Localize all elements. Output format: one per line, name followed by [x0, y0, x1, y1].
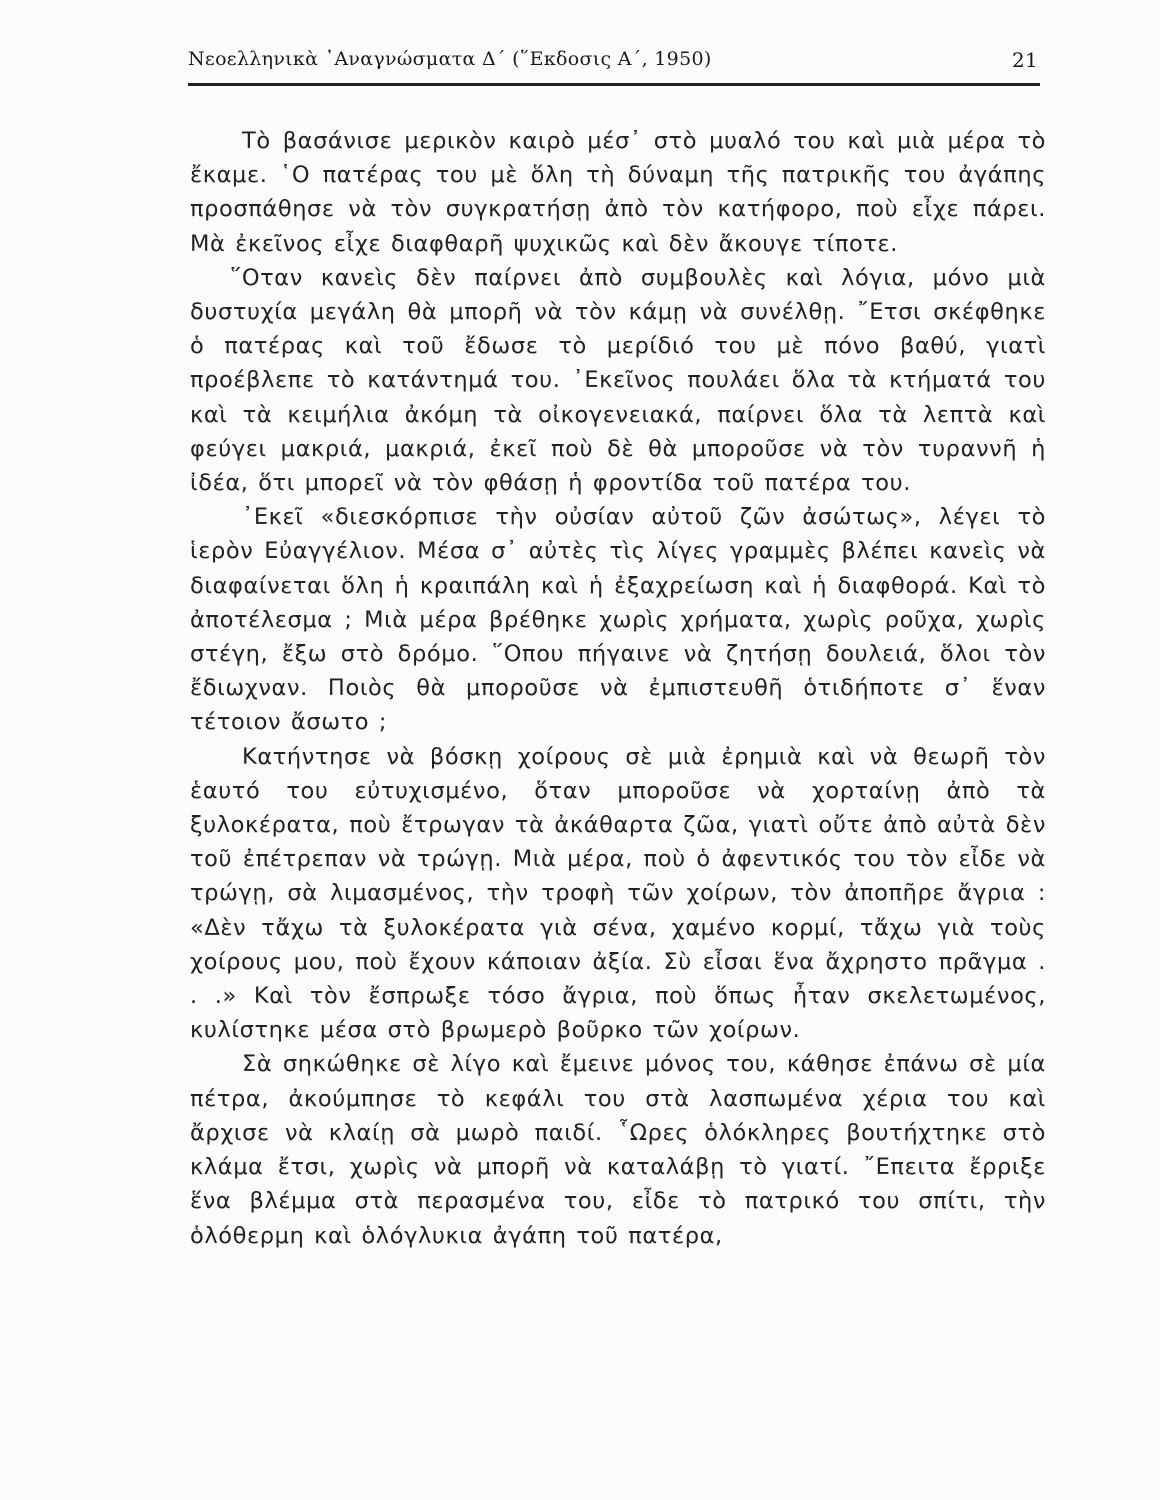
body-text [190, 124, 1046, 1253]
paragraph-4: Κατήντησε νὰ βόσκῃ χοίρους σὲ μιὰ ἐρημιὰ καὶ νὰ θεωρῆ τὸν ἑαυτό του εὐτυχισμένο, ὅταν μποροῦσε νὰ χορταίνῃ ἀπὸ τὰ ξυλοκέρατα, ποὺ ἔτρωγαν τὰ ἀκάθαρτα ζῶα, γιατὶ οὔτε ἀπὸ αὐτὰ δὲν τοῦ ἐπέτρεπαν νὰ τρώγῃ. Μιὰ μέρα, ποὺ ὁ ἀφεντικός του τὸν εἶδε νὰ τρώγῃ, σὰ λιμασμένος, τὴν τροφὴ τῶν χοίρων, τὸν ἀποπῆρε ἄγρια : «Δὲν τἄχω τὰ ξυλοκέρατα γιὰ σένα, χαμένο κορμί, τἄχω γιὰ τοὺς χοίρους μου, ποὺ ἔχουν κάποιαν ἀξία. Σὺ εἶσαι ἕνα ἄχρηστο πρᾶγμα . . .» Καὶ τὸν ἔσπρωξε τόσο ἄγρια, ποὺ ὅπως ἦταν σκελετωμένος, κυλίστηκε μέσα στὸ βρωμερὸ βοῦρκο τῶν χοίρων. [190, 743, 1046, 1044]
running-head [188, 44, 1040, 80]
paragraph-2: ῞Οταν κανεὶς δὲν παίρνει ἀπὸ συμβουλὲς καὶ λόγια, μόνο μιὰ δυστυχία μεγάλη θὰ μπορῆ νὰ τὸν κάμῃ νὰ συνέλθῃ. ῎Ετσι σκέφθηκε ὁ πατέρας καὶ τοῦ ἔδωσε τὸ μερίδιό του μὲ πόνο βαθύ, γιατὶ προέβλεπε τὸ κατάντημά του. ᾿Εκεῖνος πουλάει ὅλα τὰ κτήματά του καὶ τὰ κειμήλια ἀκόμη τὰ οἰκογενειακά, παίρνει ὅλα τὰ λεπτὰ καὶ φεύγει μακριά, μακριά, ἐκεῖ ποὺ δὲ θὰ μποροῦσε νὰ τὸν τυραννῆ ἡ ἰδέα, ὅτι μπορεῖ νὰ τὸν φθάσῃ ἡ φροντίδα τοῦ πατέρα του. [190, 264, 1046, 497]
header-rule [188, 83, 1040, 86]
paragraph-5: Σὰ σηκώθηκε σὲ λίγο καὶ ἔμεινε μόνος του, κάθησε ἐπάνω σὲ μία πέτρα, ἀκούμπησε τὸ κεφάλι του στὰ λασπωμένα χέρια του καὶ ἄρχισε νὰ κλαίῃ σὰ μωρὸ παιδί. ῟Ωρες ὁλόκληρες βουτήχτηκε στὸ κλάμα ἔτσι, χωρὶς νὰ μπορῆ νὰ καταλάβῃ τὸ γιατί. ῎Επειτα ἔρριξε ἕνα βλέμμα στὰ περασμένα του, εἶδε τὸ πατρικό του σπίτι, τὴν ὁλόθερμη καὶ ὁλόγλυκια ἀγάπη τοῦ πατέρα, [190, 1051, 1046, 1249]
paragraph-1: Τὸ βασάνισε μερικὸν καιρὸ μέσ᾿ στὸ μυαλό του καὶ μιὰ μέρα τὸ ἔκαμε. ῾Ο πατέρας του μὲ ὅλη τὴ δύναμη τῆς πατρικῆς του ἀγάπης προσπάθησε νὰ τὸν συγκρατήσῃ ἀπὸ τὸν κατήφορο, ποὺ εἶχε πάρει. Μὰ ἐκεῖνος εἶχε διαφθαρῆ ψυχικῶς καὶ δὲν ἄκουγε τίποτε. [190, 128, 1046, 257]
running-title: Νεοελληνικὰ ᾿Αναγνώσματα Δ΄ (῞Εκδοσις Α΄, 1950) [188, 48, 712, 70]
page-number: 21 [1011, 48, 1038, 72]
paragraph-3: ᾿Εκεῖ «διεσκόρπισε τὴν οὐσίαν αὐτοῦ ζῶν ἀσώτως», λέγει τὸ ἱερὸν Εὐαγγέλιον. Μέσα σ᾿ αὐτὲς τὶς λίγες γραμμὲς βλέπει κανεὶς νὰ διαφαίνεται ὅλη ἡ κραιπάλη καὶ ἡ ἐξαχρείωση καὶ ἡ διαφθορά. Καὶ τὸ ἀποτέλεσμα ; Μιὰ μέρα βρέθηκε χωρὶς χρήματα, χωρὶς ροῦχα, χωρὶς στέγη, ἔξω στὸ δρόμο. ῞Οπου πήγαινε νὰ ζητήσῃ δουλειά, ὅλοι τὸν ἔδιωχναν. Ποιὸς θὰ μποροῦσε νὰ ἐμπιστευθῆ ὁτιδήποτε σ᾿ ἕναν τέτοιον ἄσωτο ; [190, 504, 1046, 736]
